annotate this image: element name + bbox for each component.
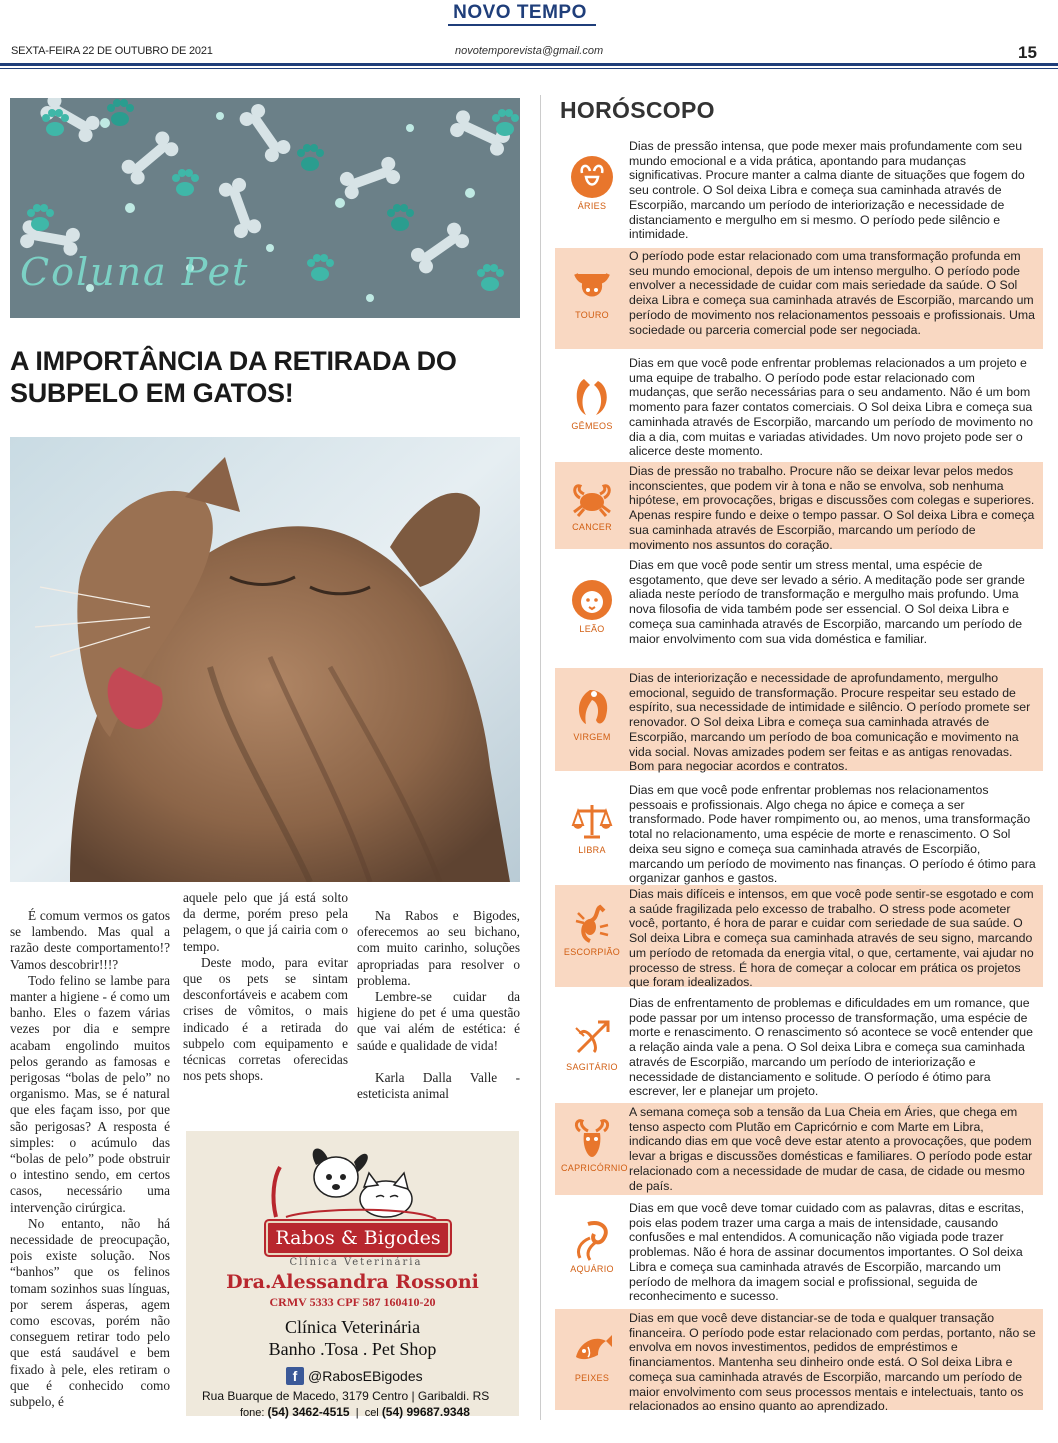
aries-icon [570, 155, 614, 199]
horoscope-aquarius [555, 1200, 1043, 1303]
horoscope-libra [555, 781, 1043, 886]
scorpio-sign [561, 901, 623, 957]
sign-name: GÊMEOS [571, 421, 613, 431]
header-rule [0, 63, 1058, 66]
libra-icon [570, 799, 614, 843]
leo-icon [570, 578, 614, 622]
sign-name: CAPRICÓRNIO [561, 1163, 628, 1173]
horoscope-cancer [555, 462, 1043, 552]
sign-forecast: Dias em que você deve tomar cuidado com as palavras, ditas e escritas, pois elas podem trazer uma carga a mais de intensidade, causando confusões e mal entendidos. A comunicação não vigiada pode trazer problemas. Não é hora de assinar documentos importantes. O Sol deixa Libra e começa sua caminhada através de Escorpião, marcando um período de melhora da imagem social e profissional, seguida de reconhecimento e sucesso. [629, 1201, 1025, 1304]
article-column-3 [357, 908, 520, 1102]
horoscope-pisces [555, 1309, 1043, 1414]
clinic-services [186, 1316, 519, 1360]
clinic-logo: Rabos & Bigodes [266, 1221, 450, 1255]
cancer-icon [570, 476, 614, 520]
taurus-icon [570, 264, 614, 308]
horoscope-capricorn [555, 1103, 1043, 1195]
clinic-subtitle: Clínica Veterinária [289, 1257, 423, 1268]
sign-name: VIRGEM [573, 732, 611, 742]
sagittarius-sign [561, 1016, 623, 1072]
article-column-1 [10, 908, 170, 1410]
horoscope-gemini [555, 355, 1043, 459]
sign-name: PEIXES [574, 1373, 610, 1383]
sagittarius-icon [570, 1016, 614, 1060]
article-paragraph: No entanto, não há necessidade de preocupação, pois existe solução. Nos “banhos” que os felinos tomam sozinhos suas línguas, por serem ásperas, agem como escovas, porém não conseguem retirar todo pelo que está saudável e bem fixado à pele, eles retiram o que é conhecido como subpelo, é [10, 1215, 170, 1410]
facebook-handle-text: @RabosEBigodes [308, 1368, 423, 1384]
pisces-sign [561, 1327, 623, 1383]
article-column-2 [183, 890, 348, 1084]
capricorn-icon [570, 1117, 614, 1161]
doctor-name: Dra.Alessandra Rossoni [226, 1271, 479, 1293]
capricorn-sign [561, 1117, 628, 1173]
phone-number: (54) 3462-4515 [267, 1405, 350, 1419]
virgo-sign [561, 686, 623, 742]
pisces-icon [570, 1327, 614, 1371]
sign-forecast: Dias em que você pode sentir um stress mental, uma espécie de esgotamento, que deve ser levado a sério. A meditação pode ser grande aliada neste período de transformação e mergulho mais profundo. Uma nova filosofia de vida também pode ser essencial. O Sol deixa Libra e começa sua caminhada através de Escorpião, marcando um período de maior envolvimento com sua vida doméstica e familiar. [629, 558, 1025, 646]
sign-name: AQUÁRIO [570, 1264, 614, 1274]
leo-sign [561, 578, 623, 634]
sign-name: LIBRA [578, 845, 606, 855]
cancer-sign [561, 476, 623, 532]
banner-title: Coluna Pet [20, 250, 250, 294]
facebook-icon: f [286, 1367, 304, 1385]
libra-sign [561, 799, 623, 855]
virgo-icon [570, 686, 614, 730]
services-line-2: Banho .Tosa . Pet Shop [268, 1339, 437, 1359]
horoscope-taurus [555, 248, 1043, 349]
article-author: Karla Dalla Valle - esteticista animal [357, 1069, 520, 1102]
sign-forecast: O período pode estar relacionado com uma transformação profunda em seu mundo emocional, depois de um intenso mergulho. O período pode envolver a necessidade de cuidar com mais seriedade da saúde. O Sol deixa Libra e começa sua caminhada através de Escorpião, marcando um período de movimento nos relacionamentos pessoais e profissionais. Uma sociedade ou parceria comercial pode ser negociada. [629, 249, 1036, 337]
horoscope-scorpio [555, 885, 1043, 990]
brand-underline [448, 24, 596, 26]
sign-forecast: Dias em que você pode enfrentar problemas nos relacionamentos pessoais e profissionais. Algo chega no ápice e começa a ser transformado. Pode haver rompimento ou, ao menos, uma transformação total no relacionamento, uma espécie de morte e renascimento. O Sol deixa seu signo e começa sua caminhada através de Escorpião, marcando um período de movimento nas finanças. O período é ótimo para organizar ganhos e gastos. [629, 783, 1036, 886]
sign-name: ÁRIES [577, 201, 607, 211]
gemini-icon [570, 375, 614, 419]
newspaper-brand: NOVO TEMPO [453, 2, 587, 23]
horoscope-aries [555, 137, 1043, 244]
cell-label: cel [364, 1407, 379, 1419]
dog-cat-mascot-illustration [266, 1137, 446, 1225]
horoscope-virgo [555, 668, 1043, 774]
horoscope-sagittarius [555, 994, 1043, 1099]
horoscope-title: HORÓSCOPO [560, 97, 715, 123]
article-paragraph: Todo felino se lambe para manter a higiene - é como um banho. Eles o fazem várias vezes por dia e sempre acabam engolindo muitos pelos gerando as famosas e perigosas “bolas de pelo” no organismo. Mas, se é natural que eles façam isso, por que são perigosas? A resposta é simples: o acúmulo das “bolas de pelo” pode obstruir o intestino sendo, em certos casos, necessário uma intervenção cirúrgica. [10, 972, 170, 1215]
column-separator [540, 95, 541, 1420]
sign-forecast: Dias de interiorização e necessidade de aprofundamento, mergulho emocional, seguido de transformação. Procure respeitar seu estado de espírito, sua necessidade de intimidade e silêncio. O período promete ser renovador. O Sol deixa Libra e começa sua caminhada através de Escorpião, marcando um período de boa comunicação e movimento na vida social. Novas amizades podem ser feitas e as antigas renovadas. Bom para negociar acordos e contratos. [629, 671, 1031, 774]
contact-email: novotemporevista@gmail.com [455, 45, 604, 57]
doctor-registration: CRMV 5333 CPF 587 160410-20 [269, 1295, 436, 1309]
sign-forecast: Dias de enfrentamento de problemas e dificuldades em um romance, que pode passar por um intenso processo de transformação, uma espécie de morte e renascimento. O renascimento só acontece se você entender que a relação ainda vale a pena. O Sol deixa Libra e começa sua caminhada através de Escorpião, marcando um período de interiorização e necessidade de distanciamento e solitude. O período é ótimo para escrever, ler e planejar um projeto. [629, 996, 1033, 1099]
article-headline: A IMPORTÂNCIA DA RETIRADA DO SUBPELO EM GATOS! [10, 346, 457, 408]
aquarius-icon [570, 1218, 614, 1262]
gemini-sign [561, 375, 623, 431]
issue-date: SEXTA-FEIRA 22 DE OUTUBRO DE 2021 [11, 45, 213, 57]
clinic-address: Rua Buarque de Macedo, 3179 Centro | Garibaldi. RS [202, 1389, 490, 1403]
page-number: 15 [1018, 43, 1037, 62]
sign-name: ESCORPIÃO [563, 947, 621, 957]
sign-name: TOURO [575, 310, 609, 320]
article-paragraph: Lembre-se cuidar da higiene do pet é uma questão que vai além de estética: é saúde e qualidade de vida! [357, 989, 520, 1053]
sign-forecast: Dias de pressão intensa, que pode mexer mais profundamente com seu mundo emocional e a vida prática, apontando para mudanças significativas. Procure manter a calma diante de situações que fogem do seu controle. O Sol deixa Libra e começa sua caminhada através de Escorpião, marcando um período de interiorização e necessidade de distanciamento e mergulho em si mesmo. O período pede silêncio e intimidade. [629, 139, 1025, 242]
sign-forecast: Dias mais difíceis e intensos, em que você pode sentir-se esgotado e com a saúde fragilizada pelo excesso de trabalho. O stress pode acometer você, portanto, é hora de parar e cuidar com seriedade de sua saúde. O Sol deixa Libra e começa sua caminhada através de seu signo, marcando um período de retomada da energia vital, o que, certamente, vai ajudar no processo de stress. É hora de começar a colocar em prática os projetos que foram idealizados. [629, 887, 1034, 990]
sign-forecast: Dias em que você deve distanciar-se de toda e qualquer transação financeira. O período pode estar relacionado com perdas, portanto, não se envolva em novos investimentos, pedidos de empréstimos e financiamentos. Mantenha seu dinheiro onde está. O Sol deixa Libra e começa sua caminhada através de Escorpião, marcando um período de maior envolvimento com seus processos mentais e intelectuais, tanto os relacionados ao ensino quanto ao aprendizado. [629, 1311, 1036, 1414]
scorpio-icon [570, 901, 614, 945]
article-paragraph: É comum vermos os gatos se lambendo. Mas qual a razão deste comportamento!? Vamos descobrir!!!? [10, 908, 170, 972]
cell-number: (54) 99687.9348 [381, 1405, 470, 1419]
phone-label: fone: [240, 1407, 265, 1419]
sign-forecast: Dias de pressão no trabalho. Procure não se deixar levar pelos medos inconscientes, que podem vir à tona e não se envolva, sob nenhuma hipótese, em provocações, brigas e discussões com colegas e superiores. Apenas respire fundo e deixe o tempo passar. O Sol deixa Libra e começa sua caminhada através de Escorpião, marcando um período de movimento nos assuntos do coração. [629, 464, 1035, 552]
aries-sign [561, 155, 623, 211]
sign-name: LEÃO [579, 624, 605, 634]
taurus-sign [561, 264, 623, 320]
services-line-1: Clínica Veterinária [284, 1317, 421, 1337]
horoscope-leo [555, 556, 1043, 656]
cat-licking-paw-photo [10, 437, 520, 882]
aquarius-sign [561, 1218, 623, 1274]
facebook-handle [286, 1367, 423, 1385]
article-paragraph: Na Rabos e Bigodes, oferecemos ao seu bichano, com muito carinho, soluções apropriadas para resolver o problema. [357, 908, 520, 988]
clinic-advertisement [186, 1131, 519, 1419]
sign-forecast: Dias em que você pode enfrentar problemas relacionados a um projeto e uma equipe de trabalho. O período pode estar relacionado com mudanças, que serão necessárias para o seu andamento. Não é um bom momento para fazer contatos comerciais. O Sol deixa Libra e começa sua caminhada através de Escorpião, marcando um período de movimento no dia a dia, com muitas e variadas atividades. Um novo projeto pode ser o alicerce deste momento. [629, 356, 1033, 459]
header-rule-thin [0, 68, 1058, 69]
sign-forecast: A semana começa sob a tensão da Lua Cheia em Áries, que chega em tenso aspecto com Plutão em Capricórnio e com Marte em Libra, indicando dias em que você deve estar atento a provocações, que podem levar a brigas e discussões domésticas e familiares. O período pode estar relacionado com a necessidade de mudar de casa, de cidade ou mesmo de país. [629, 1105, 1033, 1193]
sign-name: SAGITÁRIO [566, 1062, 618, 1072]
sign-name: CANCER [572, 522, 612, 532]
clinic-phones: fone: (54) 3462-4515 | cel (54) 99687.9348 [240, 1405, 470, 1419]
article-paragraph: Deste modo, para evitar que os pets se sintam desconfortáveis e acabem com crises de vômitos, o mais indicado é a retirada do subpelo com equipamento e técnicas corretas oferecidas nos pets shops. [183, 954, 348, 1084]
article-paragraph: aquele pelo que já está solto da derme, porém preso pela pelagem, o que já cairia com o tempo. [183, 890, 348, 954]
